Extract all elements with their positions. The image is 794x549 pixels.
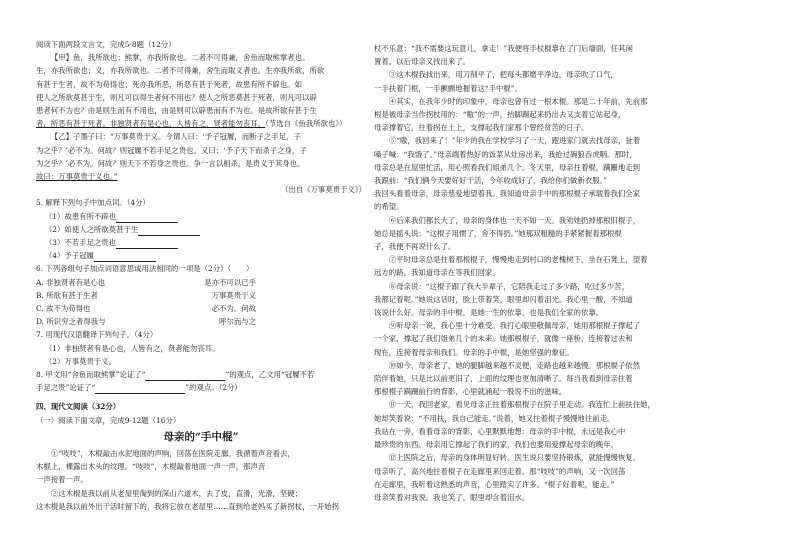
q5-item: （1）故患有所不辟也 (36, 210, 366, 223)
section-4-sub: （一）阅读下面文章，完成9-12题（16分） (36, 415, 181, 425)
q6-option-d[interactable]: D. 所识穷乏者得我与 呼尔而与之 (36, 317, 256, 327)
question-8-cont: 手足之贵”论证了“ ”的观点。（2分） (36, 381, 366, 394)
yi-line: 【乙】子墨子曰：“万事莫贵于义。今谓人曰：‘予子冠履，而断子之手足，子 (50, 132, 301, 142)
jia-line: 使人之所欲莫甚于生，则凡可以得生者何不用也？使人之所恶莫甚于死者，则凡可以辟 (36, 92, 317, 102)
jia-line: 【甲】鱼，我所欲也；熊掌，亦我所欲也。二者不可得兼，舍鱼而取熊掌者也。 (50, 53, 310, 63)
q7-item: （2）万事莫贵于义。 (44, 356, 117, 366)
passage-jia (36, 51, 366, 130)
left-column (36, 38, 366, 513)
article-title: 母亲的“手中棍” (163, 430, 239, 443)
question-8: 8. 甲文用“舍鱼而取熊掌”论证了“ ”的观点，乙文用“冠履不若 (36, 368, 366, 381)
article-para-1: ①“吱吱”，木棍敲击水泥地面的声响，回荡在医院走廊。我循着声音看去， 木棍上，裸露出木头的纹理。“吱吱”，木棍敲着地面一声一声，那声音 一声接着一声。 (36, 448, 295, 485)
jia-line: 生，亦我所欲也；义，亦我所欲也。二者不可得兼，舍生而取义者也。生亦我所欲，所欲 (36, 66, 325, 76)
jia-line: 有甚于生者，故不为苟得也；死亦我所恶，所恶有甚于死者，故患有所不辟也。如 (36, 79, 303, 89)
jia-source: （节选自《鱼我所欲也》） (265, 119, 347, 129)
q7-item: （1）非独贤者有是心也，人皆有之，贤者能勿丧耳。 (44, 343, 220, 353)
question-5: 5. 解释下列句子中加点词。（4分） (36, 198, 150, 208)
q5-item: （3）不若手足之贵也 (36, 236, 366, 249)
q5-item: （2）如使人之所欲莫甚于生 (36, 223, 366, 236)
q6-option-c[interactable]: C. 故不为苟得也 必不为。何故 (36, 304, 256, 314)
yi-line: 为之乎？’必不为。何故？则冠履不若手足之贵也。又曰：‘予子天下而杀子之身，子 (36, 145, 307, 155)
section-4-heading: 四、现代文阅读（32分） (36, 402, 121, 412)
yi-source: （出自《万事莫贵于义》） (281, 185, 366, 195)
jia-line: 患者何不为也？由是则生而有不用也，由是则可以辟患而有不为也。是故所欲有甚于生 (36, 106, 317, 116)
right-column (374, 42, 712, 504)
q6-option-b[interactable]: B. 所欲有甚于生者 万事莫贵于义 (36, 290, 256, 300)
answer-blank[interactable] (95, 393, 185, 394)
jia-underlined-text: 者，所恶有甚于死者。非独贤者有是心也，人皆有之，贤者能勿丧耳。 (36, 119, 266, 129)
article-continued: 杖不乐意：“我不需要这玩意儿，拿走！”我便将手杖棍靠在了门后墙面，任其闲 置着。以后母亲又找出来了。 ③这木棍我找出来，用刀削平了，把每头都磨平净边，母亲吹了口气， 一手扶着门框，一手颤颤地握着这“手中棍”。 ④其实，在我年少时的印象中，母亲也曾有过一根木棍。那是二十年前，先前那 根是被母亲当作拐杖用的：“嗷”的一声，抬脚踢起来扔出去又支着它站起身， 母亲撑着它，拄着拐在土上，支撑起我们家那个曾经贫苦的日子。 ⑤“嗷，我回来了！”年少的我在学校学习了一天，跑进家门就去找母亲，扯着 嗓子喊：“我饿了。”母亲端着热好的饭菜从灶房出来，我抢过碗狼吞虎咽。那时， 母亲总是在屋里忙活，用心照看我们姐弟几个。冬天里，母亲拄着棍，蹒跚地走到 我跟前：“我们俩今天要好好干活，今年收成好了，我给你们做新衣服。” 我回头看着母亲，母亲慈爱地望着我。我知道母亲手中的那根棍子承载着我们全家 的希望。 ⑥后来我们都长大了，母亲的身体也一天不如一天。我劝她扔掉那根旧棍子， 她总是摇头说：“这棍子用惯了，舍不得扔。”她那双粗糙的手紧紧握着那根棍 子，我便不再说什么了。 ⑦平时母亲总是拄着那根棍子，慢慢地走到村口的老槐树下，坐在石凳上，望着 远方的路。我知道母亲在等我们回家。 ⑧母亲说：“这棍子跟了我大半辈子，它陪我走过了多少路，吃过多少苦， 我都记着呢。”她说这话时，脸上带着笑，眼里却闪着泪光。我心里一酸，不知道 该说什么好。母亲的手中棍，是她一生的依靠，也是我们全家的依靠。 ⑨听母亲一说，我心里十分难受。我打心眼里敬佩母亲，她用那根棍子撑起了 一个家，撑起了我们姐弟几个的未来。她那根棍子，就像一座桥，连接着过去和 现在，连接着母亲和我们。母亲的手中棍，是她坚强的象征。 ⑩如今，母亲老了，她的腿脚越来越不灵便，走路也越来越慢。那根棍子依然 陪伴着她，只是比以前更旧了，上面的纹理也更加清晰了。每当我看到母亲拄着 那根棍子蹒跚前行的背影，心里就涌起一股说不出的滋味。 ⑪一天，我回老家，看见母亲正拄着那根棍子在院子里走动。我连忙上前扶住她， 她却笑着说：“不用扶，我自己能走。”说着，她又拄着棍子慢慢地往前走。 我站在一旁，看着母亲的背影，心里默默地想：母亲的手中棍，永远是我心中 最珍贵的东西。母亲用它撑起了我们的家，我们也要用爱撑起母亲的晚年。 ⑫上医院之后，母亲的身体明显好转。医生说只要坚持锻炼，就能慢慢恢复。 母亲听了，高兴地拄着棍子在走廊里来回走着。那“吱吱”的声响，又一次回荡 在走廊里，我听着这熟悉的声音，心里踏实了许多。“棍子好着呢，能走。” 母亲笑着对我说。我也笑了，眼里却含着泪水。 (374, 44, 655, 502)
question-6: 6. 下列各组句子加点词语意思或用法相同的一项是（2分）（ ） (36, 264, 254, 274)
yi-line: 故曰：万事莫贵于义也。” (36, 172, 118, 182)
article-para-2: ②这木棍是我以前从老屋里淘到的深山六道木，去了皮，直滑，光滑，坚硬； 这木棍是我以前外出干活时留下的，我将它放在老屋里……直到给老妈买了新拐杖，一开始拐 (36, 488, 340, 511)
jia-line-last (36, 117, 366, 130)
yi-line: 为之乎？’必不为。何故？则天下不若身之贵也。争一言以相杀，是贵义于其身也。 (36, 158, 305, 168)
question-7: 7. 用现代汉语翻译下列句子。（4分） (36, 330, 158, 340)
q6-option-a[interactable]: A. 非独贤者有是心也 是亦不可以已乎 (36, 277, 256, 287)
passage-yi (36, 130, 366, 183)
question-intro: 阅读下面两段文言文，完成5-8题（12分） (36, 40, 176, 49)
q5-item: （4）予子冠履 (36, 249, 366, 262)
